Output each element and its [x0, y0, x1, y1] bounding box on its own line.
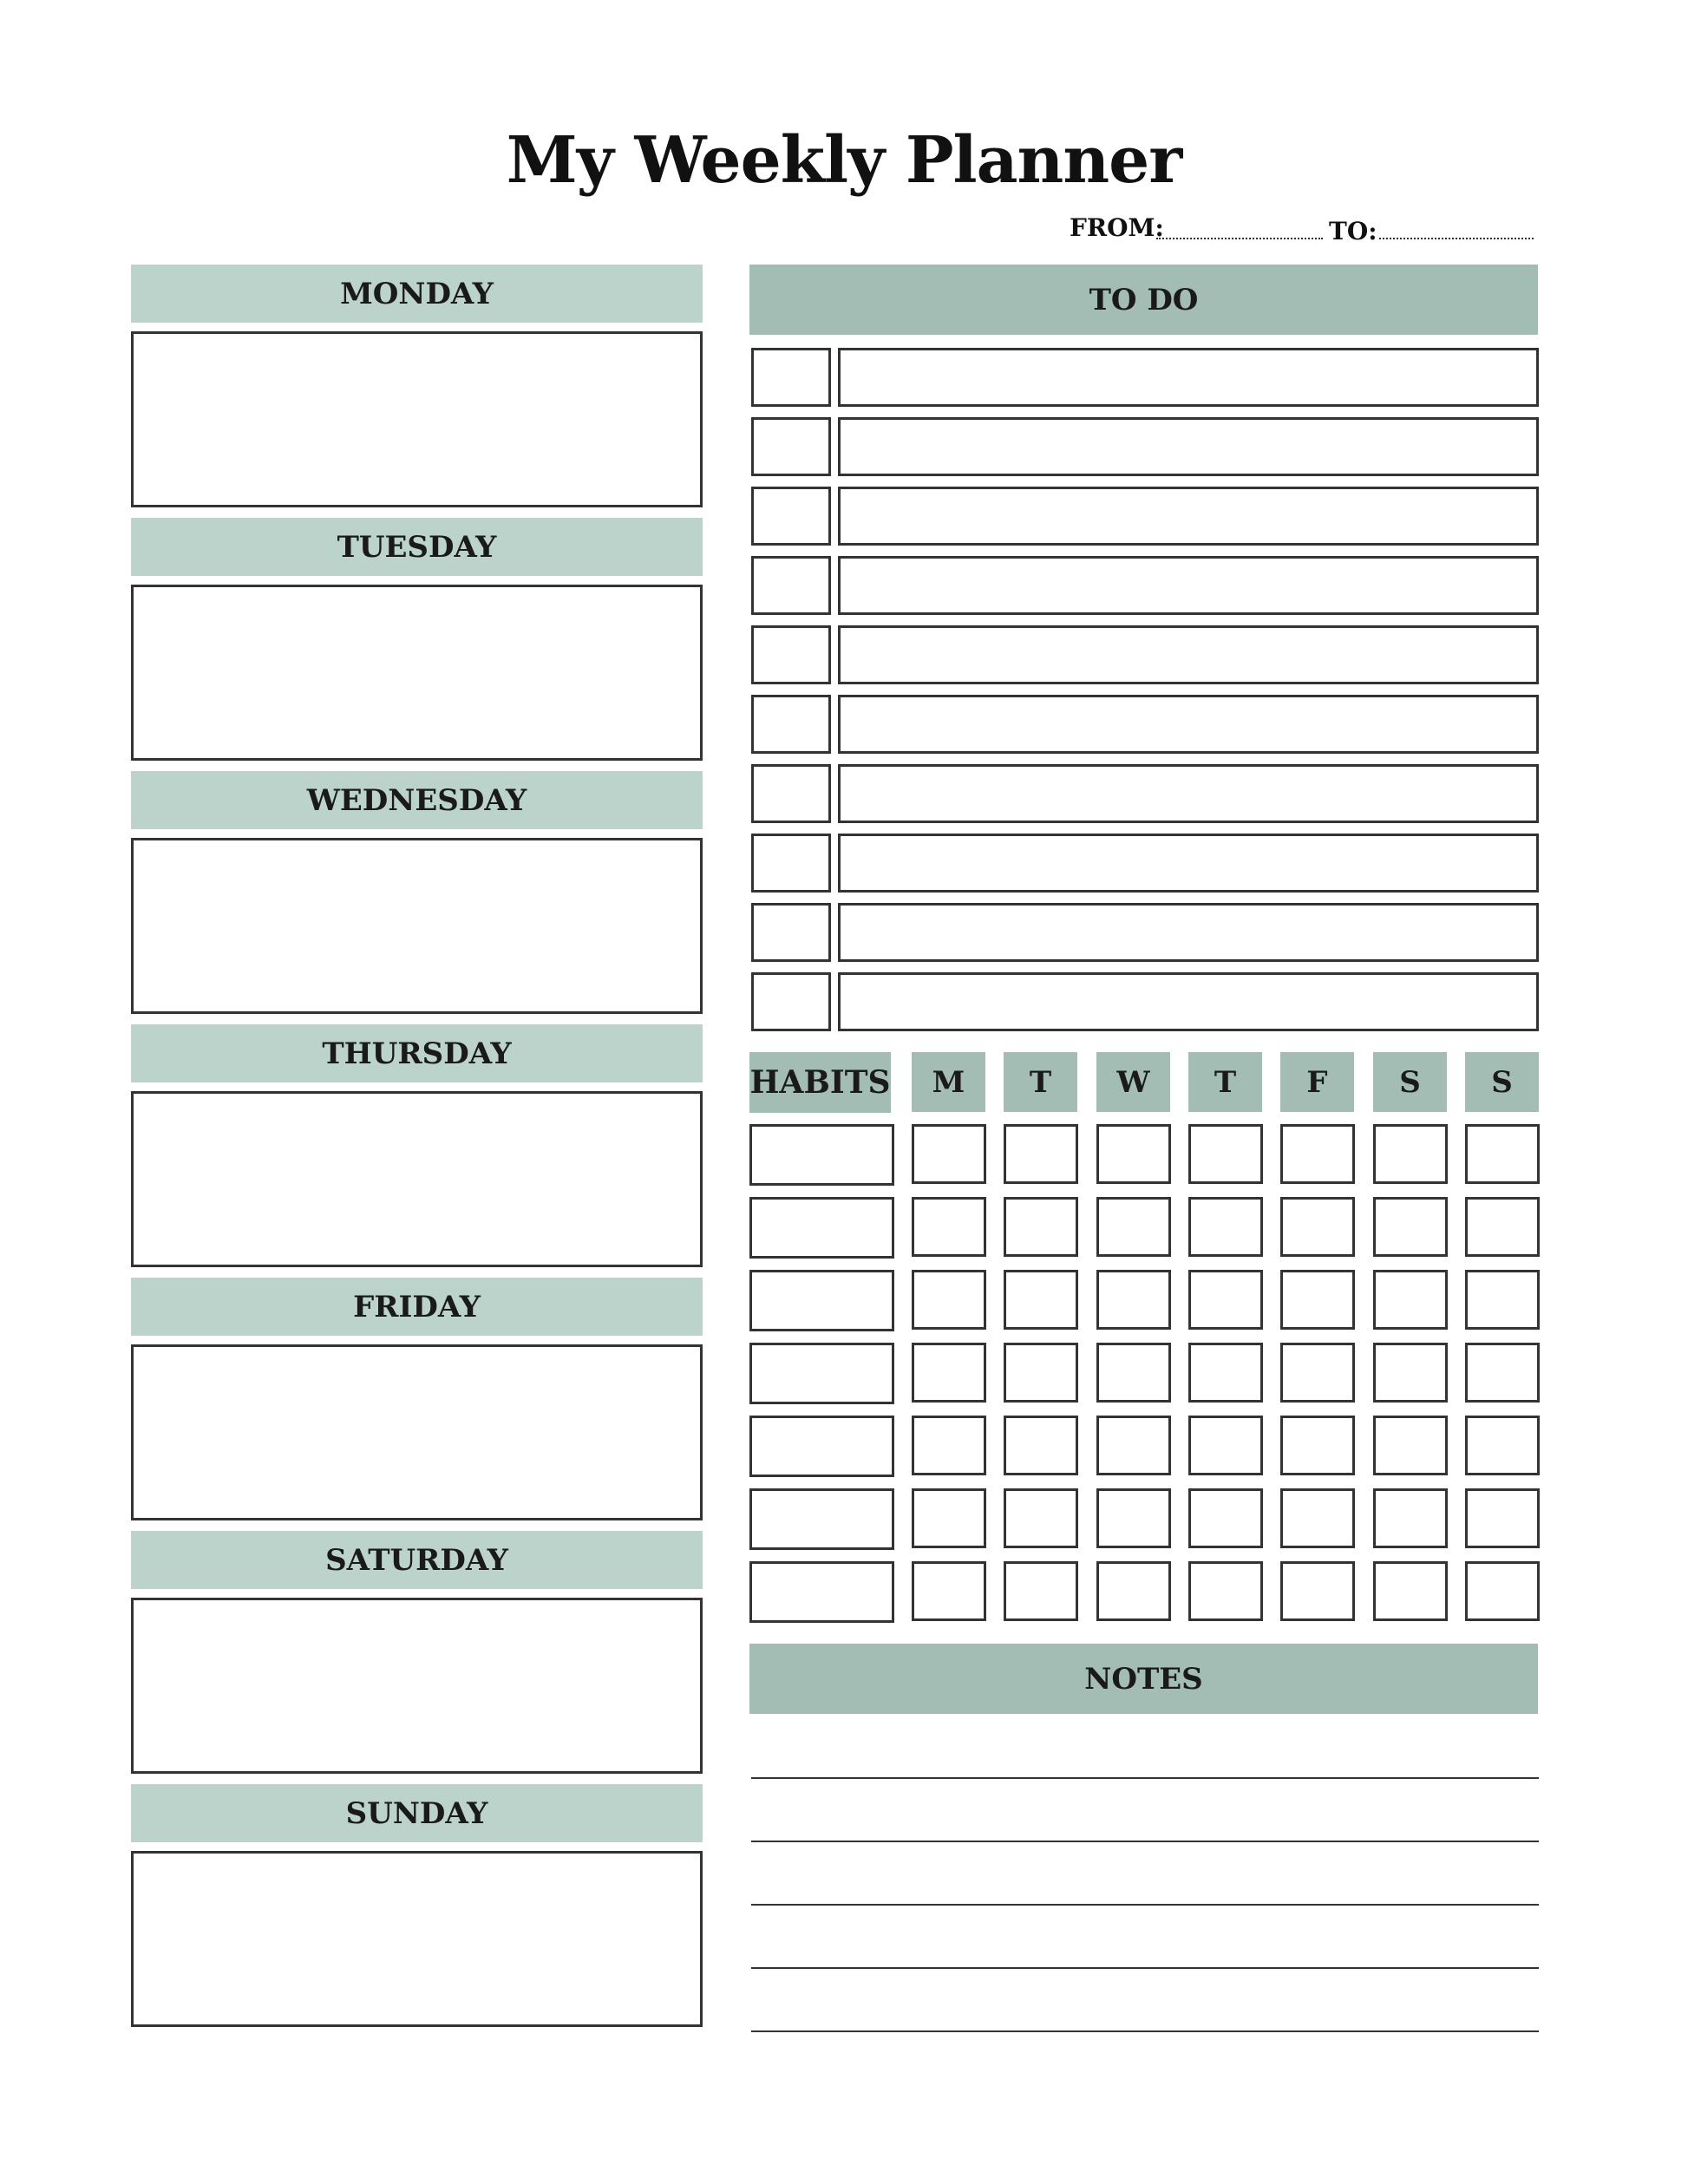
habit-day-header: S — [1373, 1052, 1447, 1112]
habit-checkbox[interactable] — [912, 1488, 986, 1548]
notes-line[interactable] — [751, 1777, 1539, 1779]
todo-item-field[interactable] — [838, 903, 1539, 962]
todo-item-field[interactable] — [838, 695, 1539, 754]
habit-checkbox[interactable] — [1465, 1270, 1540, 1330]
habit-checkbox[interactable] — [1096, 1561, 1171, 1621]
day-box-monday[interactable] — [131, 331, 703, 507]
habit-checkbox[interactable] — [1373, 1343, 1448, 1403]
habit-day-header: M — [912, 1052, 985, 1112]
habit-checkbox[interactable] — [1096, 1270, 1171, 1330]
todo-header: TO DO — [749, 265, 1538, 335]
todo-checkbox[interactable] — [751, 903, 831, 962]
habit-day-header: S — [1465, 1052, 1539, 1112]
habit-checkbox[interactable] — [1465, 1197, 1540, 1257]
habit-checkbox[interactable] — [1373, 1561, 1448, 1621]
habit-day-header: W — [1096, 1052, 1170, 1112]
habit-checkbox[interactable] — [1096, 1488, 1171, 1548]
habit-checkbox[interactable] — [1373, 1197, 1448, 1257]
habit-checkbox[interactable] — [1465, 1124, 1540, 1184]
habit-checkbox[interactable] — [1004, 1488, 1078, 1548]
habit-checkbox[interactable] — [1465, 1416, 1540, 1475]
todo-item-field[interactable] — [838, 972, 1539, 1031]
habit-name-field[interactable] — [749, 1416, 894, 1477]
habits-header: HABITS — [749, 1052, 891, 1113]
habit-checkbox[interactable] — [1280, 1124, 1355, 1184]
habit-checkbox[interactable] — [912, 1416, 986, 1475]
todo-checkbox[interactable] — [751, 625, 831, 684]
todo-item-field[interactable] — [838, 834, 1539, 893]
page-title: My Weekly Planner — [506, 123, 1182, 198]
todo-checkbox[interactable] — [751, 487, 831, 546]
day-header-wednesday: WEDNESDAY — [131, 771, 703, 829]
habit-checkbox[interactable] — [1373, 1124, 1448, 1184]
habit-checkbox[interactable] — [1004, 1343, 1078, 1403]
habit-checkbox[interactable] — [1188, 1124, 1263, 1184]
todo-checkbox[interactable] — [751, 834, 831, 893]
habit-checkbox[interactable] — [1373, 1488, 1448, 1548]
habit-checkbox[interactable] — [1004, 1270, 1078, 1330]
notes-header: NOTES — [749, 1644, 1538, 1714]
habit-checkbox[interactable] — [1096, 1343, 1171, 1403]
day-header-friday: FRIDAY — [131, 1278, 703, 1336]
habit-checkbox[interactable] — [1188, 1488, 1263, 1548]
day-header-tuesday: TUESDAY — [131, 518, 703, 576]
habit-checkbox[interactable] — [1188, 1270, 1263, 1330]
from-label: FROM: — [1070, 213, 1164, 242]
habit-checkbox[interactable] — [912, 1561, 986, 1621]
todo-item-field[interactable] — [838, 417, 1539, 476]
day-header-sunday: SUNDAY — [131, 1784, 703, 1842]
todo-checkbox[interactable] — [751, 972, 831, 1031]
habit-checkbox[interactable] — [1373, 1416, 1448, 1475]
habit-checkbox[interactable] — [1004, 1124, 1078, 1184]
to-field[interactable] — [1379, 238, 1534, 239]
habit-checkbox[interactable] — [1188, 1197, 1263, 1257]
todo-item-field[interactable] — [838, 556, 1539, 615]
habit-name-field[interactable] — [749, 1270, 894, 1331]
day-header-saturday: SATURDAY — [131, 1531, 703, 1589]
day-box-saturday[interactable] — [131, 1598, 703, 1774]
todo-checkbox[interactable] — [751, 764, 831, 823]
todo-checkbox[interactable] — [751, 556, 831, 615]
habit-name-field[interactable] — [749, 1197, 894, 1259]
day-box-sunday[interactable] — [131, 1851, 703, 2027]
day-box-wednesday[interactable] — [131, 838, 703, 1014]
day-header-monday: MONDAY — [131, 265, 703, 323]
habit-checkbox[interactable] — [912, 1343, 986, 1403]
notes-line[interactable] — [751, 1841, 1539, 1842]
todo-checkbox[interactable] — [751, 417, 831, 476]
notes-line[interactable] — [751, 1967, 1539, 1969]
habit-checkbox[interactable] — [1280, 1416, 1355, 1475]
habit-checkbox[interactable] — [1096, 1197, 1171, 1257]
to-label: TO: — [1329, 217, 1377, 245]
habit-name-field[interactable] — [749, 1488, 894, 1550]
day-box-thursday[interactable] — [131, 1091, 703, 1267]
habit-checkbox[interactable] — [1280, 1488, 1355, 1548]
habit-checkbox[interactable] — [1280, 1343, 1355, 1403]
habit-checkbox[interactable] — [1004, 1561, 1078, 1621]
habit-checkbox[interactable] — [1096, 1124, 1171, 1184]
from-field[interactable] — [1156, 238, 1323, 239]
habit-checkbox[interactable] — [1004, 1416, 1078, 1475]
todo-item-field[interactable] — [838, 764, 1539, 823]
day-box-friday[interactable] — [131, 1344, 703, 1520]
todo-item-field[interactable] — [838, 625, 1539, 684]
habit-checkbox[interactable] — [1188, 1561, 1263, 1621]
habit-checkbox[interactable] — [912, 1124, 986, 1184]
habit-checkbox[interactable] — [1188, 1416, 1263, 1475]
habit-checkbox[interactable] — [912, 1270, 986, 1330]
day-header-thursday: THURSDAY — [131, 1024, 703, 1082]
day-box-tuesday[interactable] — [131, 585, 703, 761]
habit-name-field[interactable] — [749, 1124, 894, 1186]
habit-day-header: T — [1188, 1052, 1262, 1112]
habit-checkbox[interactable] — [1188, 1343, 1263, 1403]
todo-item-field[interactable] — [838, 487, 1539, 546]
habit-checkbox[interactable] — [1373, 1270, 1448, 1330]
notes-line[interactable] — [751, 2030, 1539, 2032]
habit-checkbox[interactable] — [1465, 1561, 1540, 1621]
habit-checkbox[interactable] — [1280, 1197, 1355, 1257]
todo-checkbox[interactable] — [751, 348, 831, 407]
habit-checkbox[interactable] — [1280, 1561, 1355, 1621]
notes-line[interactable] — [751, 1904, 1539, 1906]
todo-checkbox[interactable] — [751, 695, 831, 754]
habit-day-header: T — [1004, 1052, 1077, 1112]
habit-name-field[interactable] — [749, 1561, 894, 1623]
habit-name-field[interactable] — [749, 1343, 894, 1404]
habit-checkbox[interactable] — [1280, 1270, 1355, 1330]
todo-item-field[interactable] — [838, 348, 1539, 407]
habit-checkbox[interactable] — [1465, 1343, 1540, 1403]
habit-checkbox[interactable] — [1096, 1416, 1171, 1475]
habit-checkbox[interactable] — [1004, 1197, 1078, 1257]
habit-checkbox[interactable] — [1465, 1488, 1540, 1548]
habit-checkbox[interactable] — [912, 1197, 986, 1257]
habit-day-header: F — [1280, 1052, 1354, 1112]
